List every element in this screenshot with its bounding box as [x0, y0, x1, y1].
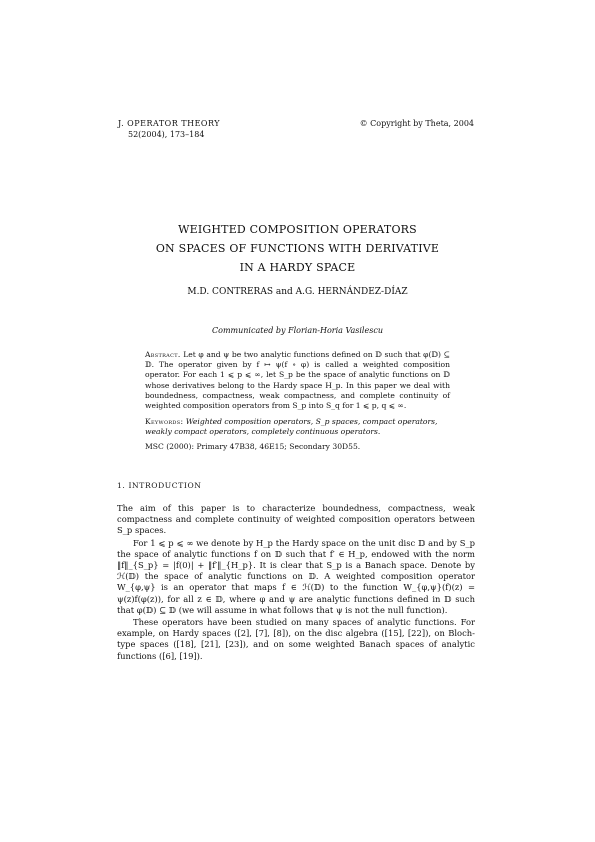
msc-text: Primary 47B38, 46E15; Secondary 30D55. — [196, 442, 361, 451]
title-line: WEIGHTED COMPOSITION OPERATORS — [178, 223, 417, 236]
copyright-notice: © Copyright by Theta, 2004 — [359, 119, 474, 128]
keywords-text: Weighted composition operators, S_p spaces, compact operators, weakly compact operators, completely continuous operators. — [145, 417, 438, 437]
keywords — [145, 417, 450, 437]
abstract-text: Let φ and ψ be two analytic functions defined on 𝔻 such that φ(𝔻) ⊆ 𝔻. The operator given by f ↦ ψ(f ∘ φ) is called a weighted composition operator. For each 1 ⩽ p ⩽ ∞, let S_p be the space of analytic functions on 𝔻 whose derivatives belong to the Hardy space H_p. In this paper we deal with boundedness, compactness, weak compactness, and complete continuity of weighted composition operators from S_p into S_q for 1 ⩽ p, q ⩽ ∞. — [145, 350, 450, 411]
title-line: IN A HARDY SPACE — [239, 261, 356, 274]
section-heading: 1. INTRODUCTION — [117, 481, 202, 490]
body-text — [117, 503, 475, 662]
keywords-label: Keywords: — [145, 417, 184, 426]
msc-label: MSC (2000): — [145, 442, 195, 451]
paragraph: For 1 ⩽ p ⩽ ∞ we denote by H_p the Hardy space on the unit disc 𝔻 and by S_p the space of analytic functions f on 𝔻 such that f′ ∈ H_p, endowed with the norm ‖f‖_{S_p} = |f(0)| + ‖f′‖_{H_p}. It is clear that S_p is a Banach space. Denote by ℋ(𝔻) the space of analytic functions on 𝔻. A weighted composition operator W_{φ,ψ} is an operator that maps f ∈ ℋ(𝔻) to the function W_{φ,ψ}(f)(z) = ψ(z)f(φ(z)), for all z ∈ 𝔻, where φ and ψ are analytic functions defined in 𝔻 such that φ(𝔻) ⊆ 𝔻 (we will assume in what follows that ψ is not the null function). — [117, 537, 475, 615]
paragraph: The aim of this paper is to characterize boundedness, compactness, weak compactness and complete continuity of weighted composition operators between S_p spaces. — [117, 503, 475, 536]
journal-issue: 52(2004), 173–184 — [128, 130, 205, 139]
title-line: ON SPACES OF FUNCTIONS WITH DERIVATIVE — [155, 242, 440, 255]
journal-header — [118, 118, 220, 140]
paper-title — [0, 220, 595, 277]
paper-authors: M.D. CONTRERAS and A.G. HERNÁNDEZ-DÍAZ — [187, 287, 408, 297]
communicated-by: Communicated by Florian-Horia Vasilescu — [212, 326, 383, 335]
msc-classification — [145, 442, 450, 452]
paragraph: These operators have been studied on many spaces of analytic functions. For example, on Hardy spaces ([2], [7], [8]), on the disc algebra ([15], [22]), on Bloch-type spaces ([18], [21], [23]), and on some weighted Banach spaces of analytic functions ([6], [19]). — [117, 617, 475, 661]
abstract-label: Abstract. — [145, 350, 181, 359]
abstract — [145, 350, 450, 411]
journal-name: J. OPERATOR THEORY — [118, 119, 221, 128]
